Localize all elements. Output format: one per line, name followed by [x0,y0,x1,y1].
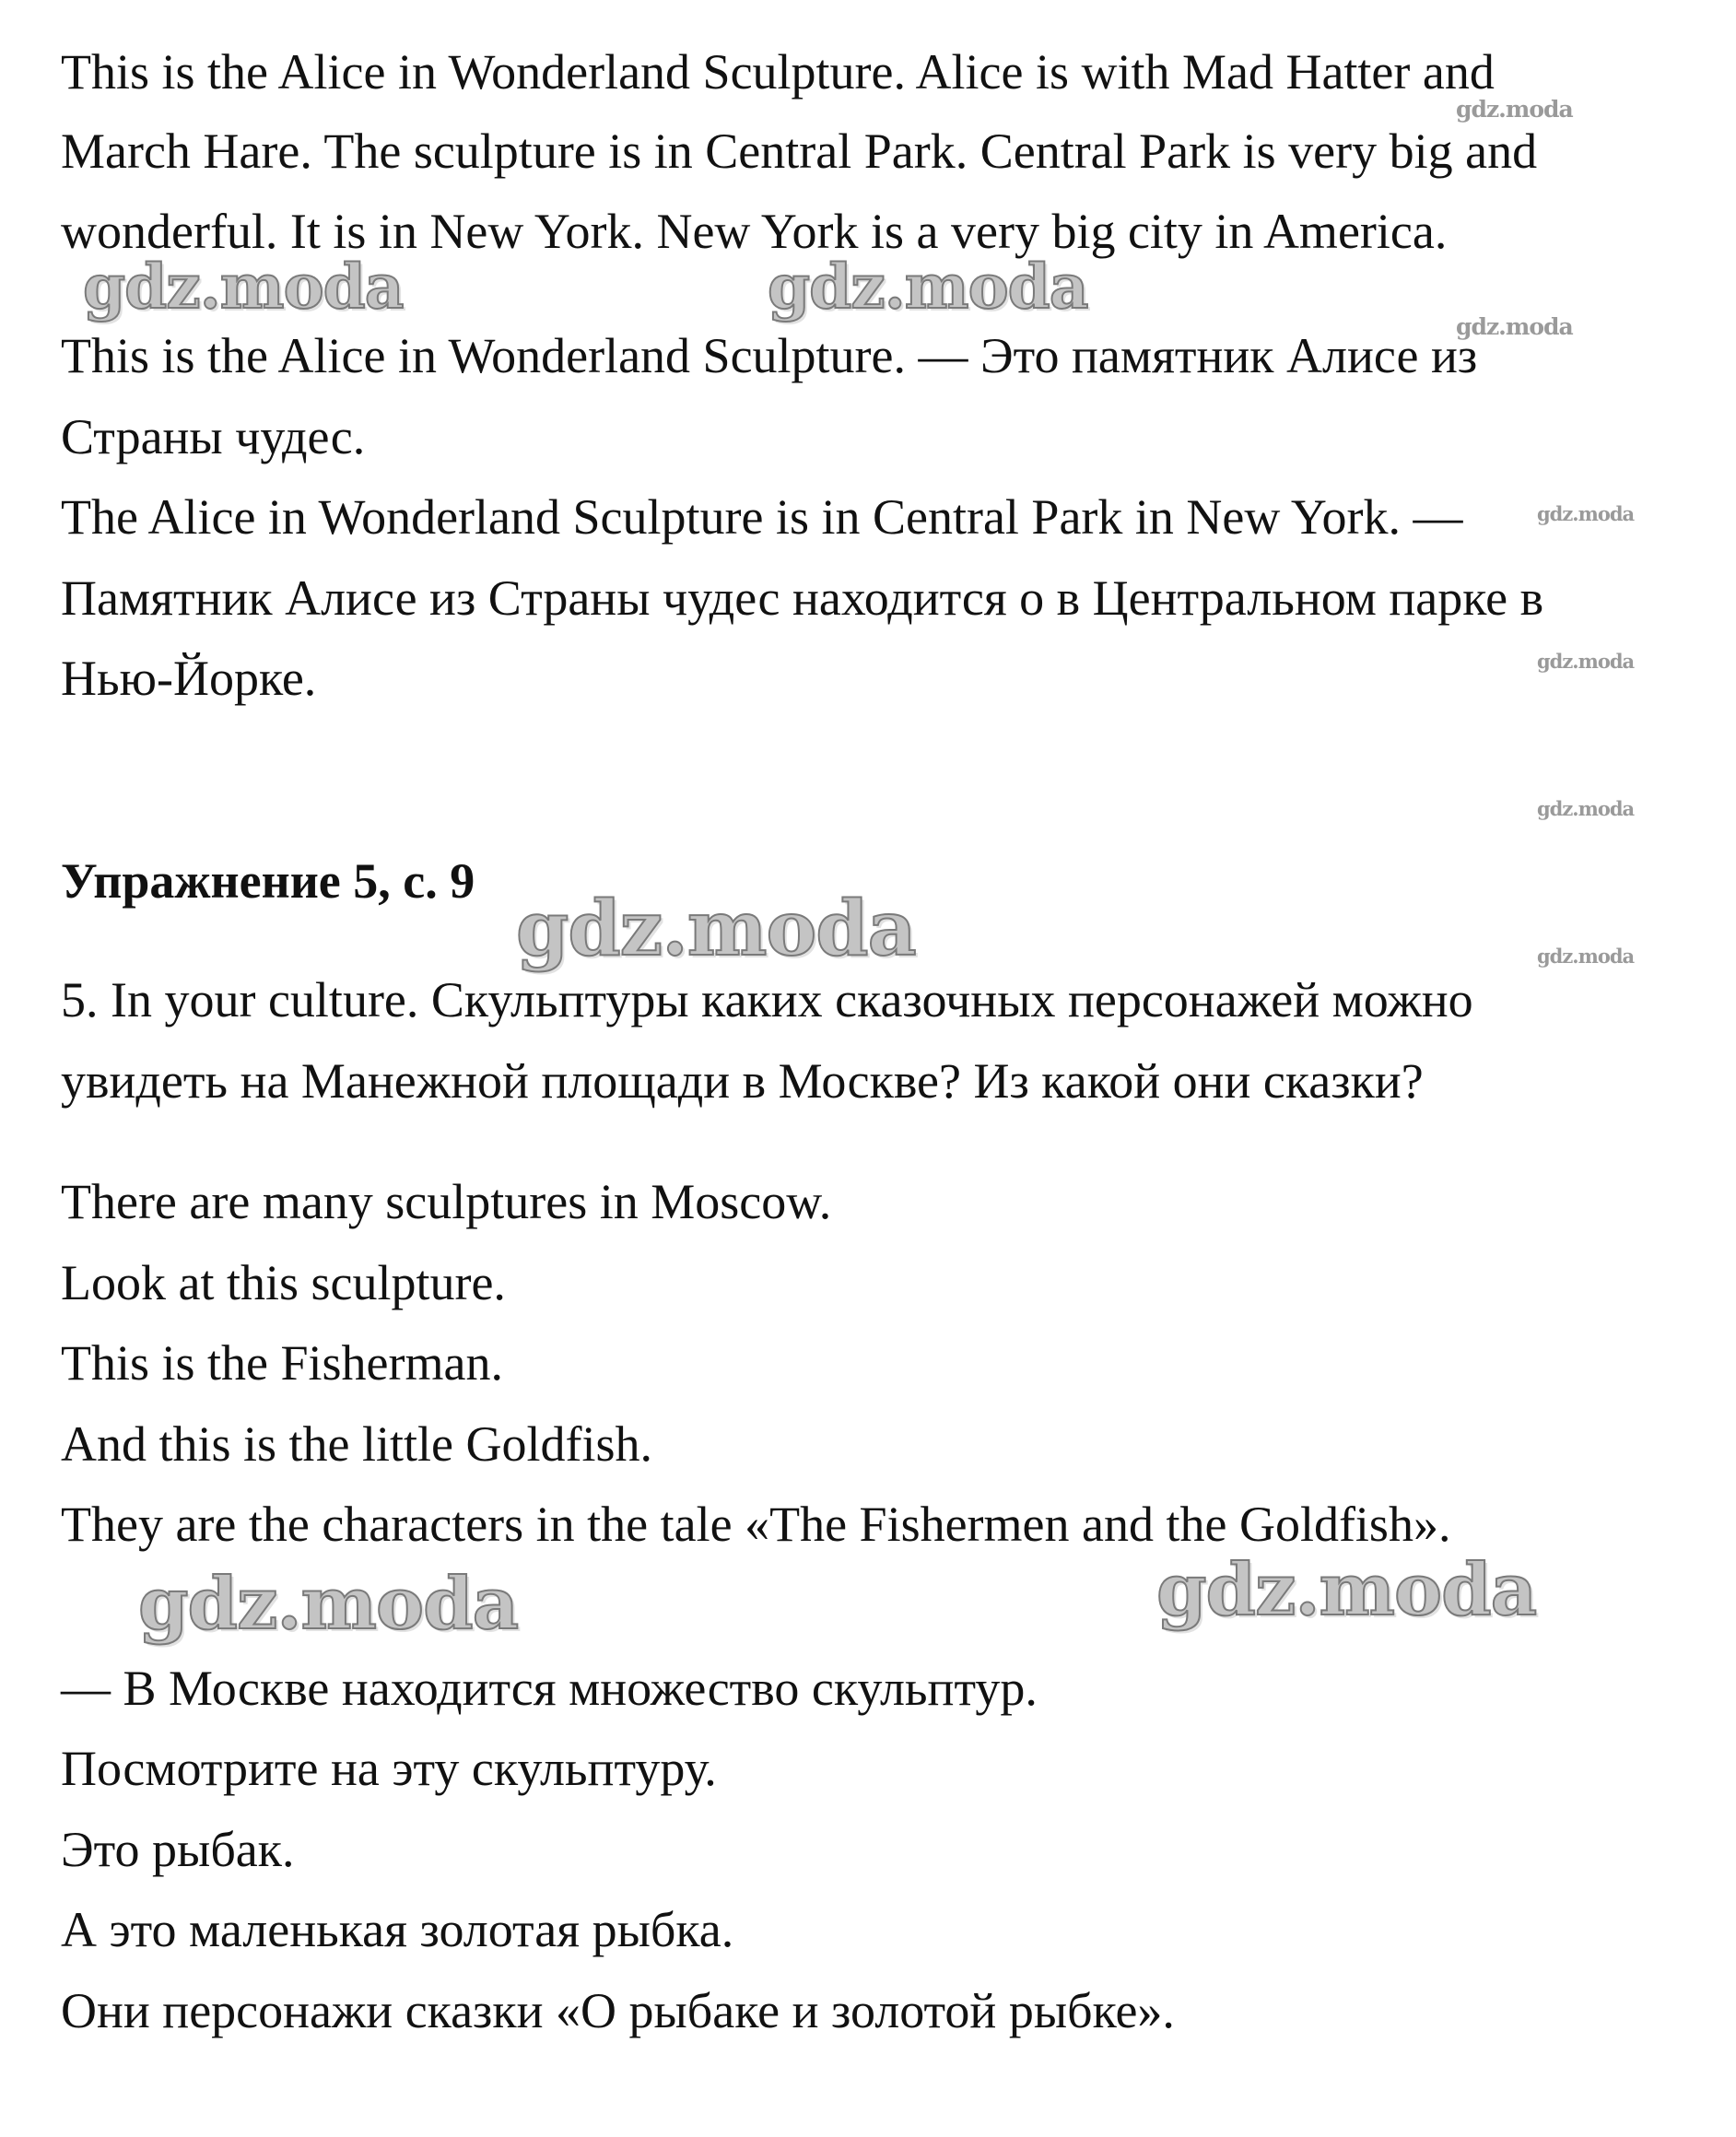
task-line: 5. In your culture. Скульптуры каких сказочных персонажей можно [61,972,1473,1027]
paragraph-line: This is the Alice in Wonderland Sculpture. Alice is with Mad Hatter and [61,44,1495,100]
answer-translation-line: Это рыбак. [61,1822,295,1877]
watermark: gdz.moda [1456,96,1573,123]
watermark: gdz.moda [1537,945,1635,968]
paragraph-line: March Hare. The sculpture is in Central Park. Central Park is very big and [61,123,1538,179]
answer-line: They are the characters in the tale «The Fishermen and the Goldfish». [61,1497,1451,1552]
task-line: увидеть на Манежной площади в Москве? Из какой они сказки? [61,1053,1424,1109]
translation-line: Нью-Йорке. [61,651,317,706]
watermark: gdz.moda [516,885,916,973]
translation-line: This is the Alice in Wonderland Sculpture. — Это памятник Алисе из [61,328,1478,383]
answer-line: And this is the little Goldfish. [61,1416,652,1472]
answer-translation-line: Они персонажи сказки «О рыбаке и золотой рыбке». [61,1983,1175,2038]
watermark: gdz.moda [1456,313,1573,340]
answer-line: Look at this sculpture. [61,1255,506,1310]
watermark: gdz.moda [1156,1548,1537,1632]
watermark: gdz.moda [138,1562,519,1646]
translation-line: Памятник Алисе из Страны чудес находится о в Центральном парке в [61,570,1544,626]
answer-translation-line: — В Москве находится множество скульптур. [61,1661,1038,1716]
watermark: gdz.moda [768,251,1088,323]
watermark: gdz.moda [83,251,404,323]
watermark: gdz.moda [1537,797,1635,820]
answer-translation-line: А это маленькая золотая рыбка. [61,1902,734,1957]
exercise-heading: Упражнение 5, с. 9 [61,853,475,909]
answer-line: This is the Fisherman. [61,1335,503,1391]
answer-line: There are many sculptures in Moscow. [61,1174,832,1229]
answer-translation-line: Посмотрите на эту скульптуру. [61,1741,717,1796]
watermark: gdz.moda [1537,650,1635,673]
watermark: gdz.moda [1537,502,1635,525]
translation-line: Страны чудес. [61,409,366,464]
paragraph-line: wonderful. It is in New York. New York is a very big city in America. [61,204,1448,259]
translation-line: The Alice in Wonderland Sculpture is in Central Park in New York. — [61,489,1463,545]
